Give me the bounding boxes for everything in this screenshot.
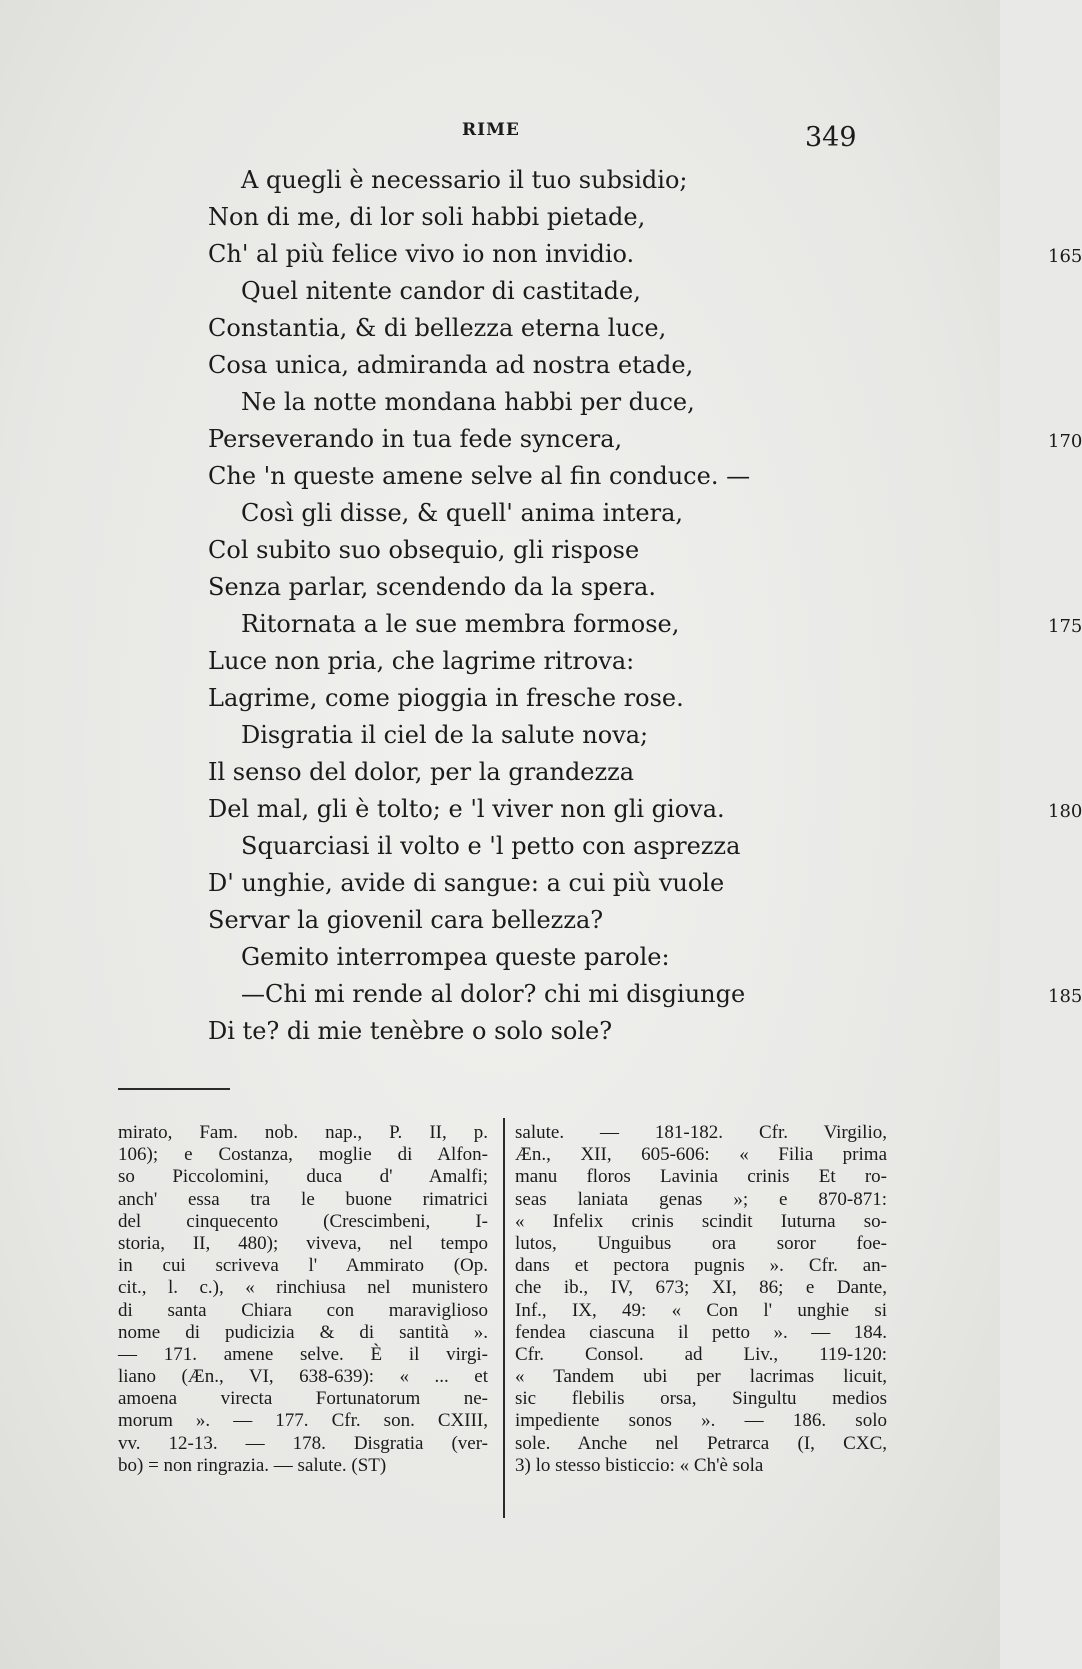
verse-line: Così gli disse, & quell' anima intera, — [241, 499, 684, 527]
poem-verses — [208, 162, 1082, 1050]
commentary-line: impediente sonos ». — 186. solo — [515, 1410, 887, 1432]
commentary-line: di santa Chiara con maraviglioso — [118, 1299, 488, 1321]
verse-line: Del mal, gli è tolto; e 'l viver non gli giova. — [208, 795, 725, 823]
verse-line: Di te? di mie tenèbre o solo sole? — [208, 1017, 613, 1045]
commentary-line: cit., l. c.), « rinchiusa nel munistero — [118, 1277, 488, 1299]
commentary-left-column — [118, 1122, 488, 1477]
commentary-line: Inf., IX, 49: « Con l' unghie si — [515, 1299, 887, 1321]
verse-line: Squarciasi il volto e 'l petto con asprezza — [241, 832, 741, 860]
verse-line: D' unghie, avide di sangue: a cui più vuole — [208, 869, 725, 897]
commentary-line: « Infelix crinis scindit Iuturna so- — [515, 1210, 887, 1232]
commentary-line: sole. Anche nel Petrarca (I, CXC, — [515, 1432, 887, 1454]
commentary-line: storia, II, 480); viveva, nel tempo — [118, 1232, 488, 1254]
commentary-line: nome di pudicizia & di santità ». — [118, 1321, 488, 1343]
verse-line: Quel nitente candor di castitade, — [241, 277, 641, 305]
verse-line: Luce non pria, che lagrime ritrova: — [208, 647, 635, 675]
line-number: 180 — [1048, 801, 1082, 822]
verse-line: Constantia, & di bellezza eterna luce, — [208, 314, 667, 342]
commentary-line: morum ». — 177. Cfr. son. CXIII, — [118, 1410, 488, 1432]
column-divider — [503, 1118, 505, 1518]
page-number: 349 — [805, 122, 857, 153]
verse-line: Gemito interrompea queste parole: — [241, 943, 670, 971]
verse-line: Col subito suo obsequio, gli rispose — [208, 536, 640, 564]
commentary-line: vv. 12-13. — 178. Disgratia (ver- — [118, 1432, 488, 1454]
commentary-line: bo) = non ringrazia. — salute. (ST) — [118, 1454, 387, 1476]
commentary-line: Æn., XII, 605-606: « Filia prima — [515, 1144, 887, 1166]
commentary-line: anch' essa tra le buone rimatrici — [118, 1188, 488, 1210]
verse-line: Ritornata a le sue membra formose, — [241, 610, 680, 638]
verse-line: Non di me, di lor soli habbi pietade, — [208, 203, 646, 231]
verse-line: Cosa unica, admiranda ad nostra etade, — [208, 351, 694, 379]
verse-line: Che 'n queste amene selve al fin conduce. — — [208, 462, 751, 490]
commentary-line: sic flebilis orsa, Singultu medios — [515, 1388, 887, 1410]
commentary-line: liano (Æn., VI, 638-639): « ... et — [118, 1366, 488, 1388]
commentary-line: che ib., IV, 673; XI, 86; e Dante, — [515, 1277, 887, 1299]
commentary-line: — 171. amene selve. È il virgi- — [118, 1343, 488, 1365]
line-number: 170 — [1048, 431, 1082, 452]
commentary-line: dans et pectora pugnis ». Cfr. an- — [515, 1255, 887, 1277]
commentary-line: manu floros Lavinia crinis Et ro- — [515, 1166, 887, 1188]
commentary-line: fendea ciascuna il petto ». — 184. — [515, 1321, 887, 1343]
commentary-line: in cui scriveva l' Ammirato (Op. — [118, 1255, 488, 1277]
commentary-right-column — [515, 1122, 887, 1477]
verse-line: Perseverando in tua fede syncera, — [208, 425, 623, 453]
verse-line: Il senso del dolor, per la grandezza — [208, 758, 635, 786]
commentary-line: amoena virecta Fortunatorum ne- — [118, 1388, 488, 1410]
line-number: 185 — [1048, 986, 1082, 1007]
commentary-line: lutos, Unguibus ora soror foe- — [515, 1232, 887, 1254]
verse-line: Ne la notte mondana habbi per duce, — [241, 388, 695, 416]
running-title: RIME — [462, 120, 520, 140]
verse-line: Servar la giovenil cara bellezza? — [208, 906, 604, 934]
verse-line: Disgratia il ciel de la salute nova; — [241, 721, 649, 749]
commentary-line: seas laniata genas »; e 870-871: — [515, 1188, 887, 1210]
verse-line: A quegli è necessario il tuo subsidio; — [241, 166, 688, 194]
verse-line: Ch' al più felice vivo io non invidio. — [208, 240, 635, 268]
commentary-line: del cinquecento (Crescimbeni, I- — [118, 1210, 488, 1232]
commentary-line: 3) lo stesso bisticcio: « Ch'è sola — [515, 1454, 764, 1476]
line-number: 175 — [1048, 616, 1082, 637]
commentary-line: so Piccolomini, duca d' Amalfi; — [118, 1166, 488, 1188]
commentary-line: salute. — 181-182. Cfr. Virgilio, — [515, 1122, 887, 1143]
verse-line: Lagrime, come pioggia in fresche rose. — [208, 684, 684, 712]
verse-line: Senza parlar, scendendo da la spera. — [208, 573, 656, 601]
footnote-rule — [118, 1088, 230, 1090]
commentary-line: mirato, Fam. nob. nap., P. II, p. — [118, 1122, 488, 1143]
verse-line: —Chi mi rende al dolor? chi mi disgiunge — [241, 980, 746, 1008]
commentary-line: 106); e Costanza, moglie di Alfon- — [118, 1144, 488, 1166]
line-number: 165 — [1048, 246, 1082, 267]
commentary-line: Cfr. Consol. ad Liv., 119-120: — [515, 1343, 887, 1365]
commentary-line: « Tandem ubi per lacrimas licuit, — [515, 1366, 887, 1388]
